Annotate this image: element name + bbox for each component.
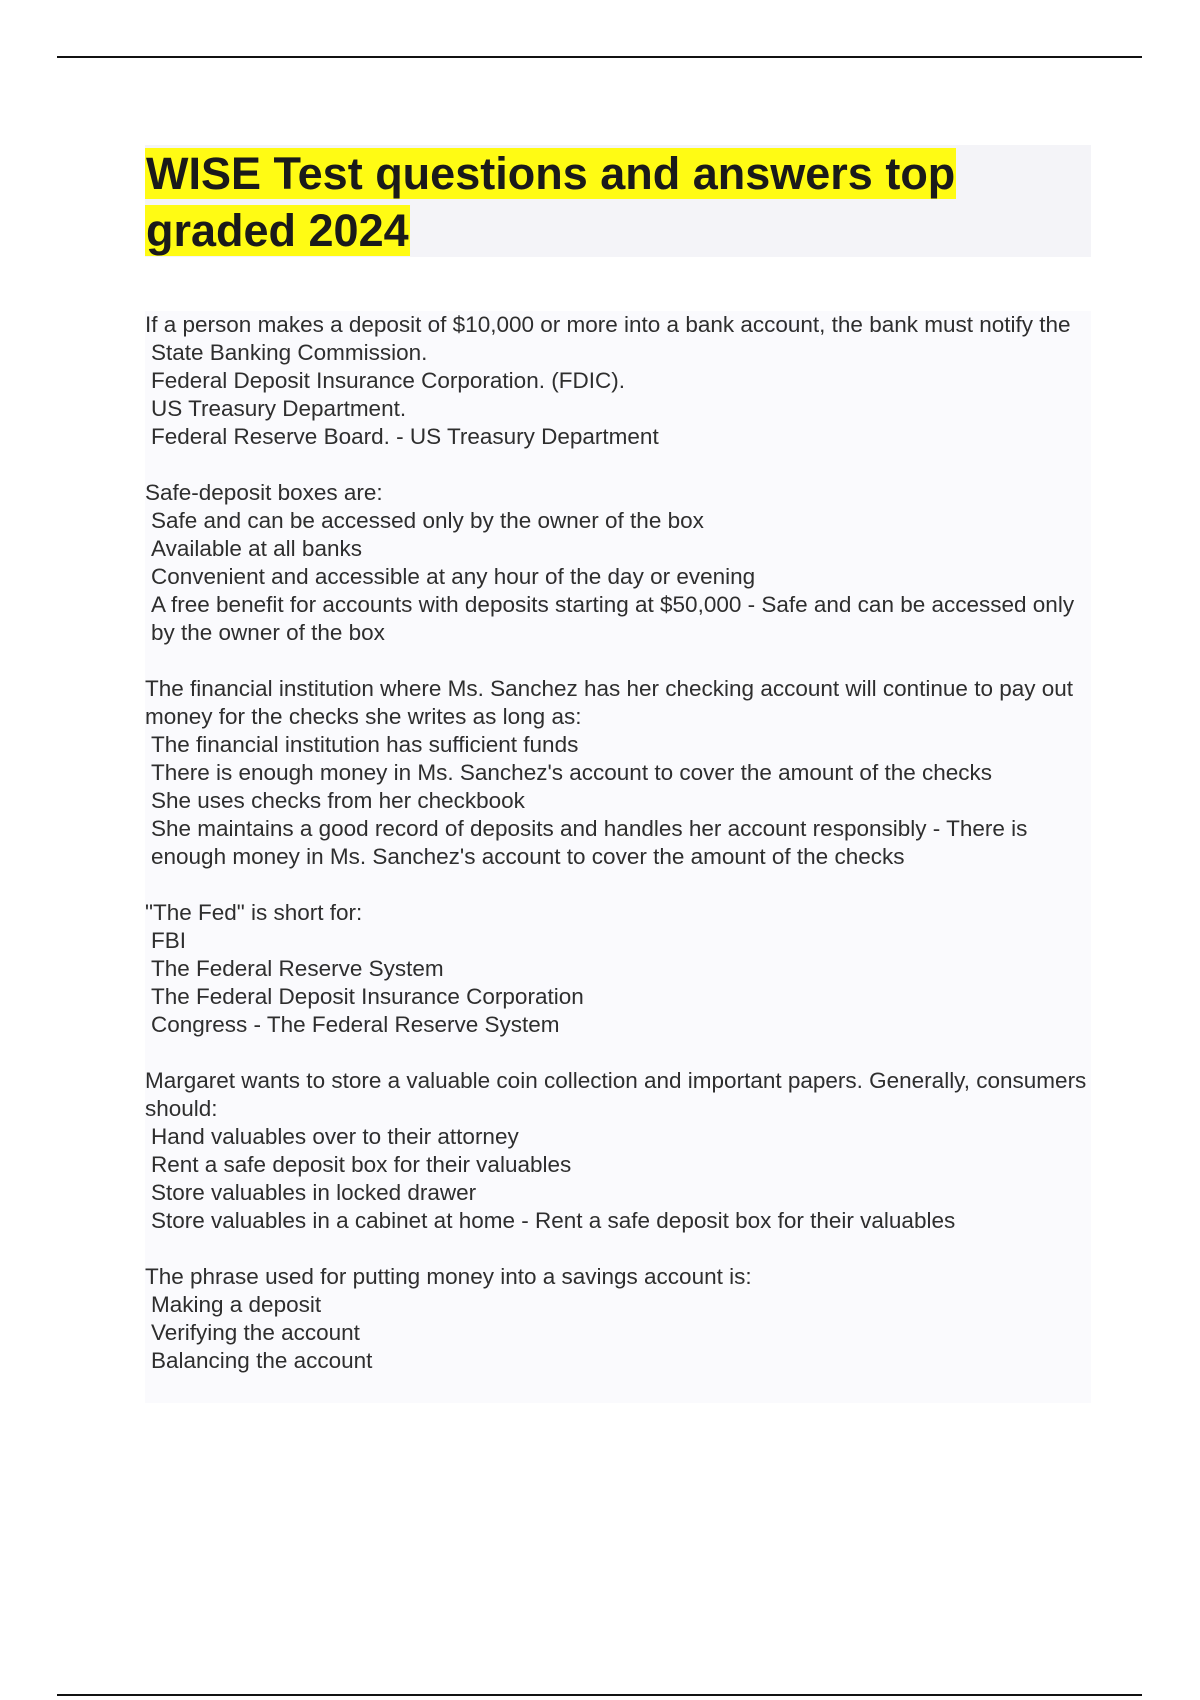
answer-option: Rent a safe deposit box for their valuables — [151, 1152, 572, 1177]
question-text: If a person makes a deposit of $10,000 or more into a bank account, the bank must notify the — [145, 312, 1071, 337]
answer-option: A free benefit for accounts with deposits starting at $50,000 - Safe and can be accessed only by the owner of the box — [151, 592, 1081, 645]
question-block-4 — [145, 899, 1091, 1039]
title-block — [145, 145, 1091, 257]
question-block-3 — [145, 675, 1091, 871]
answer-option: US Treasury Department. — [151, 396, 407, 421]
answer-option: Making a deposit — [151, 1292, 322, 1317]
answer-option: State Banking Commission. — [151, 340, 428, 365]
bottom-rule — [57, 1694, 1142, 1696]
question-block-6 — [145, 1263, 1091, 1375]
top-rule — [57, 56, 1142, 58]
answer-option: The financial institution has sufficient funds — [151, 732, 579, 757]
answer-option: Store valuables in locked drawer — [151, 1180, 477, 1205]
question-text: The phrase used for putting money into a savings account is: — [145, 1264, 752, 1289]
question-block-1 — [145, 311, 1091, 451]
question-block-5 — [145, 1067, 1091, 1235]
question-block-2 — [145, 479, 1091, 647]
answer-option: The Federal Deposit Insurance Corporation — [151, 984, 584, 1009]
answer-option: She maintains a good record of deposits and handles her account responsibly - There is enough money in Ms. Sanchez's account to cover the amount of the checks — [151, 816, 1034, 869]
question-text: The financial institution where Ms. Sanchez has her checking account will continue to pay out money for the checks she writes as long as: — [145, 676, 1074, 729]
answer-option: Hand valuables over to their attorney — [151, 1124, 519, 1149]
answer-option: FBI — [151, 928, 187, 953]
question-text: "The Fed" is short for: — [145, 900, 363, 925]
question-list — [145, 311, 1091, 1403]
answer-option: There is enough money in Ms. Sanchez's account to cover the amount of the checks — [151, 760, 993, 785]
answer-option: Store valuables in a cabinet at home - Rent a safe deposit box for their valuables — [151, 1208, 956, 1233]
answer-option: She uses checks from her checkbook — [151, 788, 525, 813]
answer-option: Federal Deposit Insurance Corporation. (FDIC). — [151, 368, 625, 393]
answer-option: Congress - The Federal Reserve System — [151, 1012, 560, 1037]
answer-option: Balancing the account — [151, 1348, 373, 1373]
document-title: WISE Test questions and answers top graded 2024 — [146, 148, 956, 256]
answer-option: Federal Reserve Board. - US Treasury Department — [151, 424, 659, 449]
question-text: Safe-deposit boxes are: — [145, 480, 383, 505]
answer-option: Convenient and accessible at any hour of the day or evening — [151, 564, 756, 589]
answer-option: The Federal Reserve System — [151, 956, 444, 981]
answer-option: Available at all banks — [151, 536, 362, 561]
question-text: Margaret wants to store a valuable coin collection and important papers. Generally, consumers should: — [145, 1068, 1093, 1121]
answer-option: Verifying the account — [151, 1320, 360, 1345]
answer-option: Safe and can be accessed only by the owner of the box — [151, 508, 704, 533]
